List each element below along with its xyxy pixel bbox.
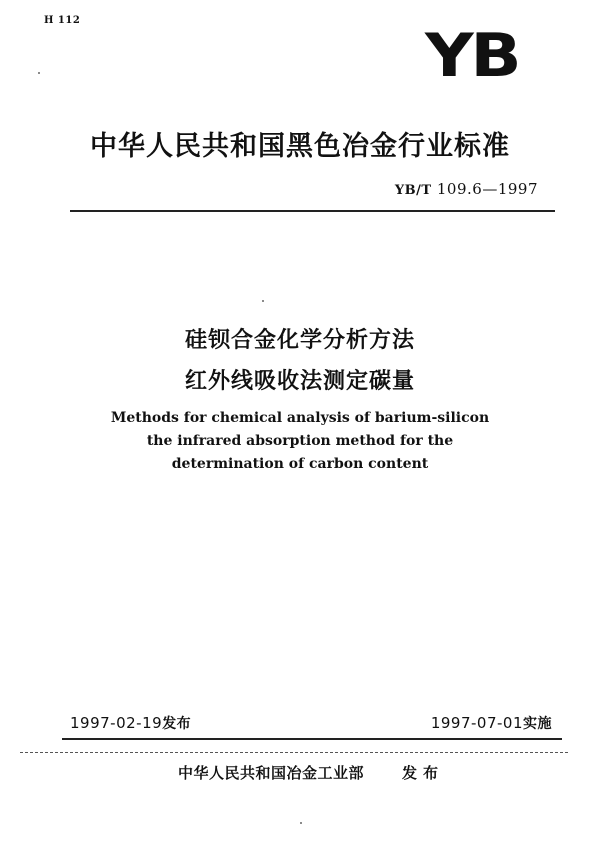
document-title-en-line3: determination of carbon content (171, 456, 429, 472)
document-title-en-line2: the infrared absorption method for the (146, 433, 454, 449)
issue-date-suffix: 发布 (162, 716, 192, 732)
scan-speck (38, 72, 40, 74)
implementation-date-suffix: 实施 (523, 716, 552, 732)
scan-speck (300, 822, 302, 824)
issue-date-value: 1997-02-19 (70, 714, 163, 732)
scan-speck (262, 300, 264, 302)
footer-divider (62, 738, 562, 740)
header-divider (70, 210, 555, 212)
issue-date (70, 713, 191, 733)
yb-logo: YB (424, 21, 518, 91)
issuing-authority: 中华人民共和国冶金工业部 (178, 764, 365, 782)
implementation-date-value: 1997-07-01 (430, 714, 523, 732)
standard-number-prefix: YB/T (394, 183, 432, 198)
document-title-en-line1: Methods for chemical analysis of barium-silicon (110, 410, 490, 426)
footer-dashed-divider (20, 752, 568, 753)
classification-code: H 112 (44, 15, 81, 26)
document-title-cn-line2: 红外线吸收法测定碳量 (184, 369, 415, 394)
issuing-action: 发布 (402, 764, 445, 782)
standard-number (395, 180, 538, 198)
standard-number-value: 109.6—1997 (436, 180, 538, 198)
implementation-date (431, 713, 552, 733)
standard-category-title: 中华人民共和国黑色冶金行业标准 (90, 131, 510, 162)
document-title-cn-line1: 硅钡合金化学分析方法 (184, 328, 415, 353)
